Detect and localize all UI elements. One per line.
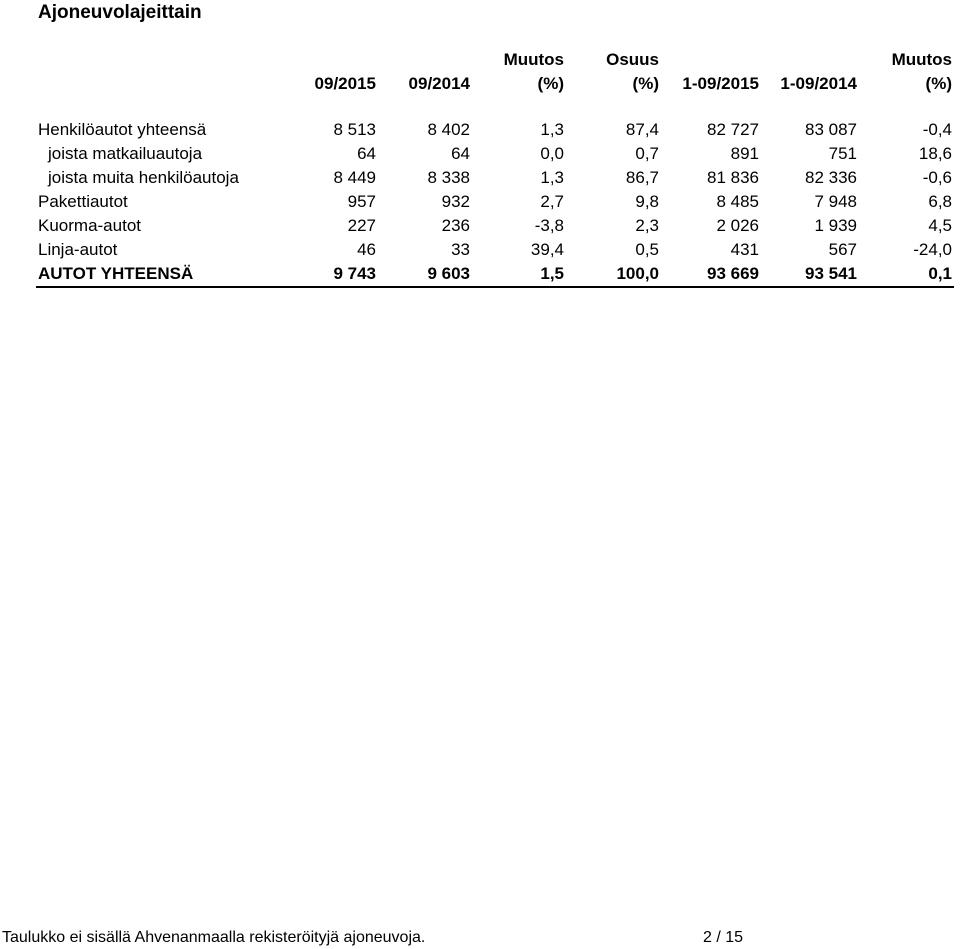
table-cell: 8 485 bbox=[716, 192, 759, 211]
table-cell: 227 bbox=[347, 216, 376, 235]
header-row-top bbox=[36, 48, 954, 72]
table-cell: 236 bbox=[441, 216, 470, 235]
table-cell: 431 bbox=[730, 240, 759, 259]
table-cell: 6,8 bbox=[928, 192, 952, 211]
table-cell: 2 026 bbox=[716, 216, 759, 235]
table-cell: 751 bbox=[828, 144, 857, 163]
table-cell: 9 743 bbox=[283, 262, 378, 287]
header-cell: Osuus bbox=[606, 50, 659, 69]
table-cell: 33 bbox=[451, 240, 470, 259]
table-cell: 891 bbox=[730, 144, 759, 163]
table-cell: 957 bbox=[347, 192, 376, 211]
table-cell: 83 087 bbox=[805, 120, 857, 139]
row-label: Kuorma-autot bbox=[38, 216, 141, 235]
row-label: joista muita henkilöautoja bbox=[48, 168, 239, 187]
table-cell: 81 836 bbox=[707, 168, 759, 187]
table-row bbox=[36, 214, 954, 238]
header-cell: Muutos bbox=[891, 50, 952, 69]
table-cell: 86,7 bbox=[625, 168, 659, 187]
table-row bbox=[36, 238, 954, 262]
row-label: joista matkailuautoja bbox=[48, 144, 203, 163]
table-cell: 7 948 bbox=[814, 192, 857, 211]
table-cell: 0,5 bbox=[635, 240, 659, 259]
table-cell: 82 336 bbox=[805, 168, 857, 187]
header-cell: (%) bbox=[537, 74, 564, 93]
table-row bbox=[36, 118, 954, 142]
table-row bbox=[36, 190, 954, 214]
table-cell: -24,0 bbox=[913, 240, 952, 259]
table-cell: 1 939 bbox=[814, 216, 857, 235]
table-cell: 46 bbox=[357, 240, 376, 259]
table-cell: 82 727 bbox=[707, 120, 759, 139]
table-cell: -0,4 bbox=[922, 120, 952, 139]
table-cell: 8 338 bbox=[427, 168, 470, 187]
table-cell: 64 bbox=[451, 144, 470, 163]
table-cell: -0,6 bbox=[922, 168, 952, 187]
table-cell: 39,4 bbox=[530, 240, 564, 259]
table-cell: 0,7 bbox=[635, 144, 659, 163]
header-cell bbox=[761, 48, 859, 72]
table-cell: 93 669 bbox=[661, 262, 761, 287]
table-cell: 87,4 bbox=[625, 120, 659, 139]
header-cell: Muutos bbox=[503, 50, 564, 69]
table-cell: -3,8 bbox=[534, 216, 564, 235]
table-cell: 932 bbox=[441, 192, 470, 211]
header-cell: 09/2015 bbox=[314, 74, 376, 93]
table-cell: 8 402 bbox=[427, 120, 470, 139]
page-number: 2 / 15 bbox=[703, 929, 744, 946]
header-cell: 1-09/2015 bbox=[682, 74, 759, 93]
table-row bbox=[36, 142, 954, 166]
header-cell bbox=[283, 48, 378, 72]
row-label: Linja-autot bbox=[38, 240, 118, 259]
table-cell: 2,7 bbox=[540, 192, 564, 211]
table-cell: 93 541 bbox=[761, 262, 859, 287]
header-cell bbox=[36, 72, 283, 96]
vehicle-type-table bbox=[36, 48, 954, 288]
table-cell: 8 513 bbox=[333, 120, 376, 139]
row-label: Henkilöautot yhteensä bbox=[38, 120, 207, 139]
header-row-bottom bbox=[36, 72, 954, 96]
table-cell: 64 bbox=[357, 144, 376, 163]
row-label: Pakettiautot bbox=[38, 192, 128, 211]
table-cell: 8 449 bbox=[333, 168, 376, 187]
table-cell: 100,0 bbox=[566, 262, 661, 287]
row-label: AUTOT YHTEENSÄ bbox=[36, 262, 283, 287]
table-cell: 0,1 bbox=[859, 262, 954, 287]
table-cell: 0,0 bbox=[540, 144, 564, 163]
table-cell: 4,5 bbox=[928, 216, 952, 235]
footer-note: Taulukko ei sisällä Ahvenanmaalla rekisteröityjä ajoneuvoja. bbox=[2, 929, 426, 946]
table-cell: 1,3 bbox=[540, 120, 564, 139]
total-row bbox=[36, 262, 954, 287]
table-cell: 567 bbox=[828, 240, 857, 259]
table-cell: 9 603 bbox=[378, 262, 472, 287]
header-cell bbox=[36, 48, 283, 72]
header-cell bbox=[661, 48, 761, 72]
header-cell bbox=[378, 48, 472, 72]
table-cell: 18,6 bbox=[918, 144, 952, 163]
page-title: Ajoneuvolajeittain bbox=[38, 2, 202, 23]
table-cell: 2,3 bbox=[635, 216, 659, 235]
table-cell: 1,3 bbox=[540, 168, 564, 187]
header-cell: (%) bbox=[632, 74, 659, 93]
header-cell: 1-09/2014 bbox=[780, 74, 857, 93]
table-row bbox=[36, 166, 954, 190]
header-cell: (%) bbox=[925, 74, 952, 93]
table-cell: 1,5 bbox=[472, 262, 566, 287]
table-cell: 9,8 bbox=[635, 192, 659, 211]
header-cell: 09/2014 bbox=[408, 74, 470, 93]
